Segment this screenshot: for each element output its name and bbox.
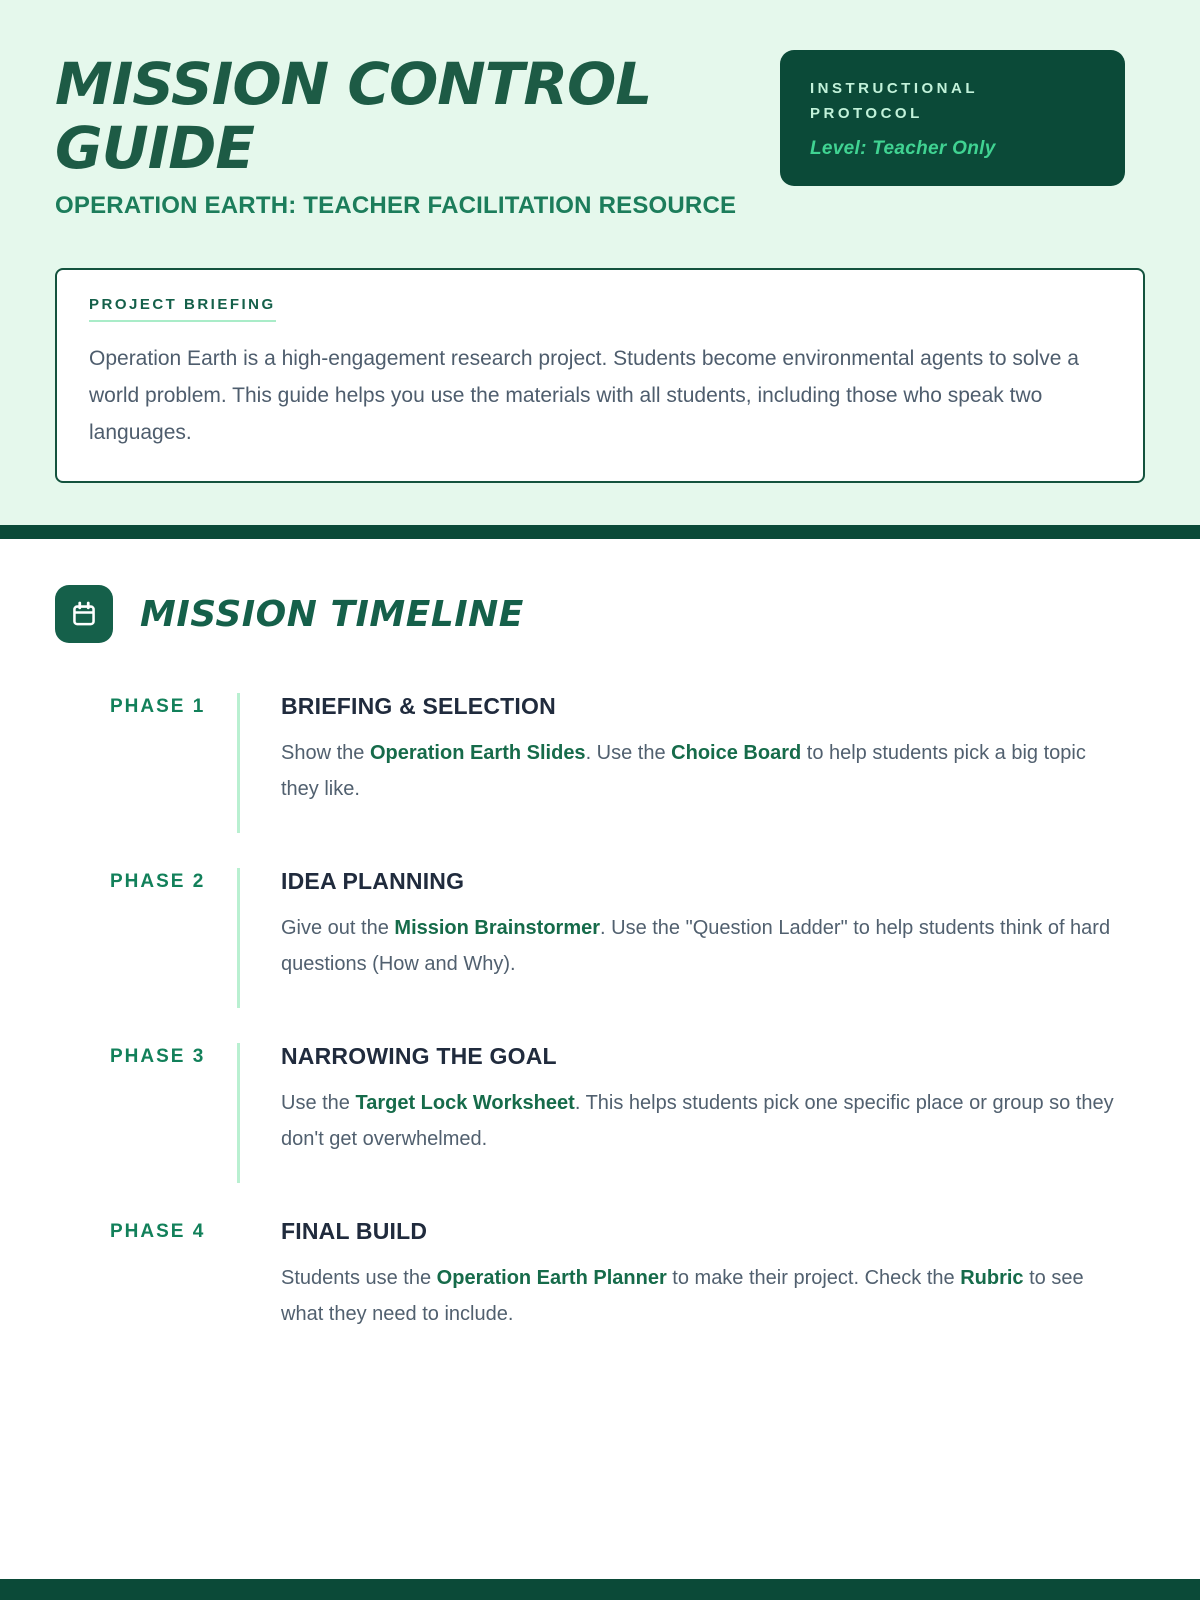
timeline-heading: MISSION TIMELINE [140, 593, 524, 635]
phase-row [110, 868, 1145, 1008]
phase-title: NARROWING THE GOAL [281, 1043, 557, 1069]
phase-label: PHASE 2 [110, 871, 206, 892]
timeline-section [0, 539, 1200, 1367]
timeline-heading-row [55, 585, 1145, 643]
doc-reference: Choice Board [671, 742, 802, 764]
project-briefing-label: PROJECT BRIEFING [89, 296, 276, 322]
page-title-line2: GUIDE [55, 114, 255, 182]
phase-desc: Students use the Operation Earth Planner to make their project. Check the Rubric to see what they need to include. [281, 1267, 1084, 1325]
page-subtitle: OPERATION EARTH: TEACHER FACILITATION RESOURCE [55, 192, 737, 219]
phase-row [110, 1218, 1145, 1332]
calendar-icon [55, 585, 113, 643]
protocol-badge [780, 50, 1125, 186]
page-title-line1: MISSION CONTROL [55, 50, 652, 118]
protocol-badge-label: INSTRUCTIONAL PROTOCOL [810, 80, 978, 122]
phase-content [237, 868, 1122, 1008]
doc-reference: Rubric [960, 1267, 1024, 1289]
doc-reference: Operation Earth Planner [436, 1267, 667, 1289]
phase-desc: Show the Operation Earth Slides. Use the Choice Board to help students pick a big topic they like. [281, 742, 1086, 800]
phase-list [55, 693, 1145, 1332]
phase-row [110, 693, 1145, 833]
section-divider-bar [0, 525, 1200, 539]
phase-title: FINAL BUILD [281, 1218, 428, 1244]
phase-label: PHASE 4 [110, 1221, 206, 1242]
phase-content [237, 1043, 1122, 1183]
doc-reference: Target Lock Worksheet [355, 1092, 575, 1114]
phase-desc: Give out the Mission Brainstormer. Use the "Question Ladder" to help students think of hard questions (How and Why). [281, 917, 1111, 975]
phase-title: BRIEFING & SELECTION [281, 693, 556, 719]
phase-label: PHASE 1 [110, 696, 206, 717]
footer-bar [0, 1579, 1200, 1600]
phase-label: PHASE 3 [110, 1046, 206, 1067]
phase-desc: Use the Target Lock Worksheet. This helps students pick one specific place or group so they don't get overwhelmed. [281, 1092, 1114, 1150]
phase-content [237, 1218, 1122, 1332]
project-briefing-card [55, 268, 1145, 483]
phase-content [237, 693, 1122, 833]
project-briefing-text: Operation Earth is a high-engagement research project. Students become environmental agents to solve a world problem. This guide helps you use the materials with all students, including those who speak two languages. [89, 347, 1079, 444]
doc-reference: Mission Brainstormer [394, 917, 601, 939]
doc-reference: Operation Earth Slides [369, 742, 586, 764]
header [0, 0, 1200, 525]
phase-title: IDEA PLANNING [281, 868, 465, 894]
protocol-badge-level: Level: Teacher Only [810, 138, 996, 159]
phase-row [110, 1043, 1145, 1183]
